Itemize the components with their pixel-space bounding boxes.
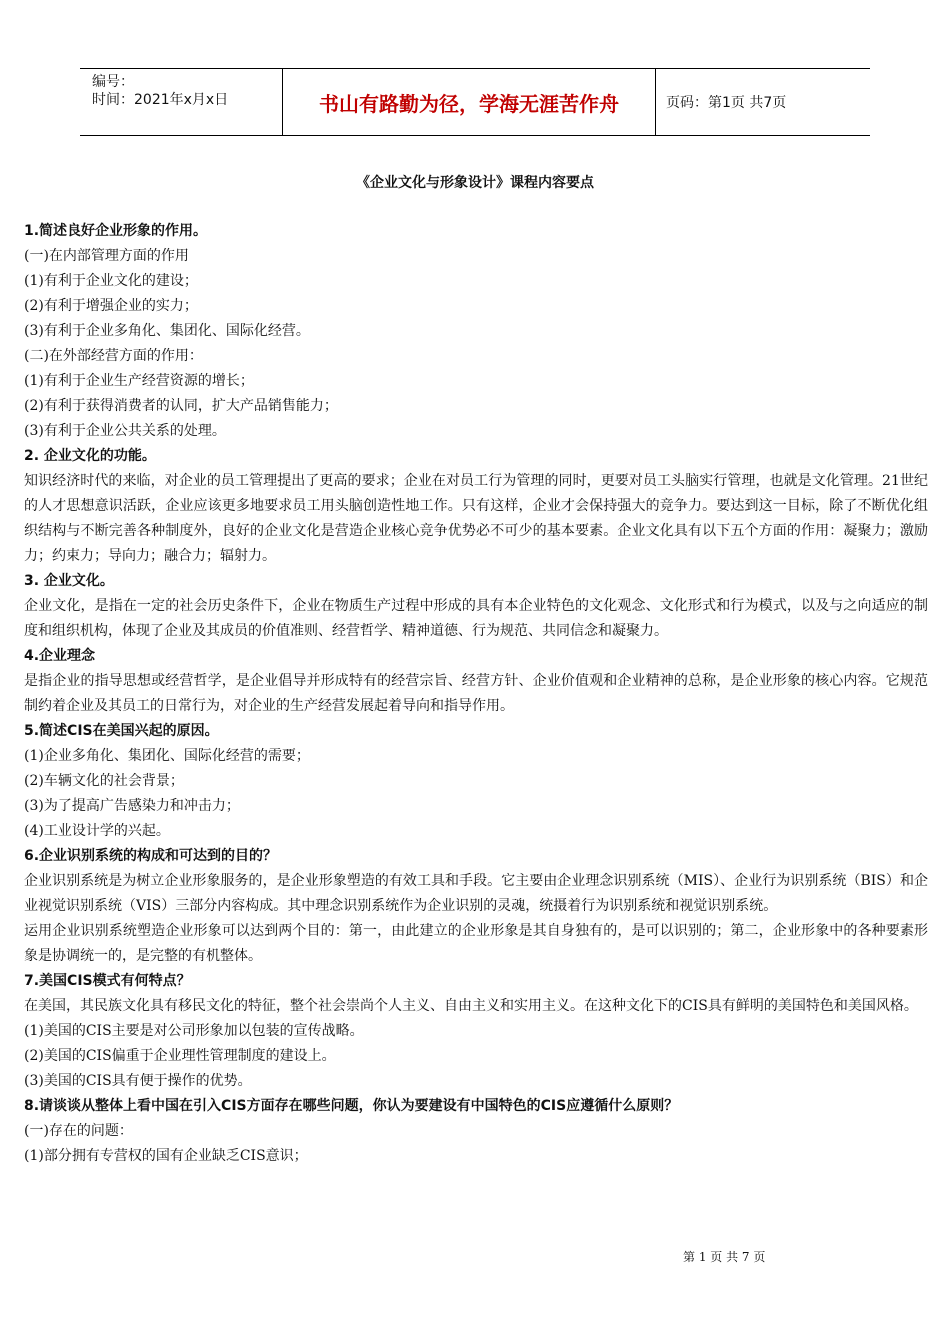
body-paragraph: 在美国，其民族文化具有移民文化的特征，整个社会崇尚个人主义、自由主义和实用主义。在这种文化下的CIS具有鲜明的美国特色和美国风格。 — [24, 998, 918, 1014]
section-heading: 7.美国CIS模式有何特点？ — [24, 973, 191, 989]
body-paragraph: 运用企业识别系统塑造企业形象可以达到两个目的：第一，由此建立的企业形象是其自身独有的，是可以识别的；第二，企业形象中的各种要素形象是协调统一的，是完整的有机整体。 — [24, 923, 928, 964]
body-paragraph: (4)工业设计学的兴起。 — [24, 823, 170, 839]
body-paragraph: (3)为了提高广告感染力和冲击力； — [24, 798, 240, 814]
section-heading: 1.简述良好企业形象的作用。 — [24, 223, 208, 239]
document-body — [24, 219, 928, 1169]
body-paragraph: (一)在内部管理方面的作用 — [24, 248, 189, 264]
header-page-info: 页码：第1页 共7页 — [666, 95, 787, 111]
body-paragraph: 知识经济时代的来临，对企业的员工管理提出了更高的要求；企业在对员工行为管理的同时，更要对员工头脑实行管理，也就是文化管理。21世纪的人才思想意识活跃，企业应该更多地要求员工用头脑创造性地工作。只有这样，企业才会保持强大的竞争力。要达到这一目标，除了不断优化组织结构与不断完善各种制度外，良好的企业文化是营造企业核心竞争优势必不可少的基本要素。企业文化具有以下五个方面的作用：凝聚力；激励力；约束力；导向力；融合力；辐射力。 — [24, 473, 928, 564]
body-paragraph: (1)有利于企业文化的建设； — [24, 273, 198, 289]
body-paragraph: (2)有利于获得消费者的认同，扩大产品销售能力； — [24, 398, 338, 414]
body-paragraph: (2)美国的CIS偏重于企业理性管理制度的建设上。 — [24, 1048, 336, 1064]
body-paragraph: (一)存在的问题： — [24, 1123, 133, 1139]
body-paragraph: 企业识别系统是为树立企业形象服务的，是企业形象塑造的有效工具和手段。它主要由企业理念识别系统（MIS）、企业行为识别系统（BIS）和企业视觉识别系统（VIS）三部分内容构成。其中理念识别系统作为企业识别的灵魂，统摄着行为识别系统和视觉识别系统。 — [24, 873, 928, 914]
body-paragraph: (2)有利于增强企业的实力； — [24, 298, 198, 314]
body-paragraph: (1)有利于企业生产经营资源的增长； — [24, 373, 254, 389]
section-heading: 5.简述CIS在美国兴起的原因。 — [24, 723, 219, 739]
body-paragraph: (3)有利于企业公共关系的处理。 — [24, 423, 226, 439]
page-footer: 第 1 页 共 7 页 — [683, 1250, 766, 1264]
document-number-label: 编号： — [92, 74, 134, 90]
body-paragraph: (3)有利于企业多角化、集团化、国际化经营。 — [24, 323, 310, 339]
body-paragraph: (2)车辆文化的社会背景； — [24, 773, 184, 789]
document-title: 《企业文化与形象设计》课程内容要点 — [356, 175, 594, 191]
section-heading: 4.企业理念 — [24, 648, 96, 664]
body-paragraph: (1)美国的CIS主要是对公司形象加以包装的宣传战略。 — [24, 1023, 364, 1039]
section-heading: 2. 企业文化的功能。 — [24, 448, 156, 464]
section-heading: 3. 企业文化。 — [24, 573, 114, 589]
body-paragraph: 是指企业的指导思想或经营哲学，是企业倡导并形成特有的经营宗旨、经营方针、企业价值观和企业精神的总称，是企业形象的核心内容。它规范制约着企业及其员工的日常行为，对企业的生产经营发展起着导向和指导作用。 — [24, 673, 928, 714]
document-header — [80, 68, 870, 136]
body-paragraph: (二)在外部经营方面的作用： — [24, 348, 203, 364]
body-paragraph: 企业文化，是指在一定的社会历史条件下，企业在物质生产过程中形成的具有本企业特色的文化观念、文化形式和行为模式，以及与之向适应的制度和组织机构，体现了企业及其成员的价值准则、经营哲学、精神道德、行为规范、共同信念和凝聚力。 — [24, 598, 928, 639]
body-paragraph: (1)企业多角化、集团化、国际化经营的需要； — [24, 748, 310, 764]
body-paragraph: (3)美国的CIS具有便于操作的优势。 — [24, 1073, 252, 1089]
document-date-label: 时间：2021年x月x日 — [92, 92, 229, 108]
body-paragraph: (1)部分拥有专营权的国有企业缺乏CIS意识； — [24, 1148, 308, 1164]
section-heading: 6.企业识别系统的构成和可达到的目的？ — [24, 848, 278, 864]
header-left-cell — [80, 69, 282, 135]
section-heading: 8.请谈谈从整体上看中国在引入CIS方面存在哪些问题，你认为要建设有中国特色的CIS应遵循什么原则？ — [24, 1098, 679, 1114]
header-motto: 书山有路勤为径，学海无涯苦作舟 — [282, 69, 656, 135]
